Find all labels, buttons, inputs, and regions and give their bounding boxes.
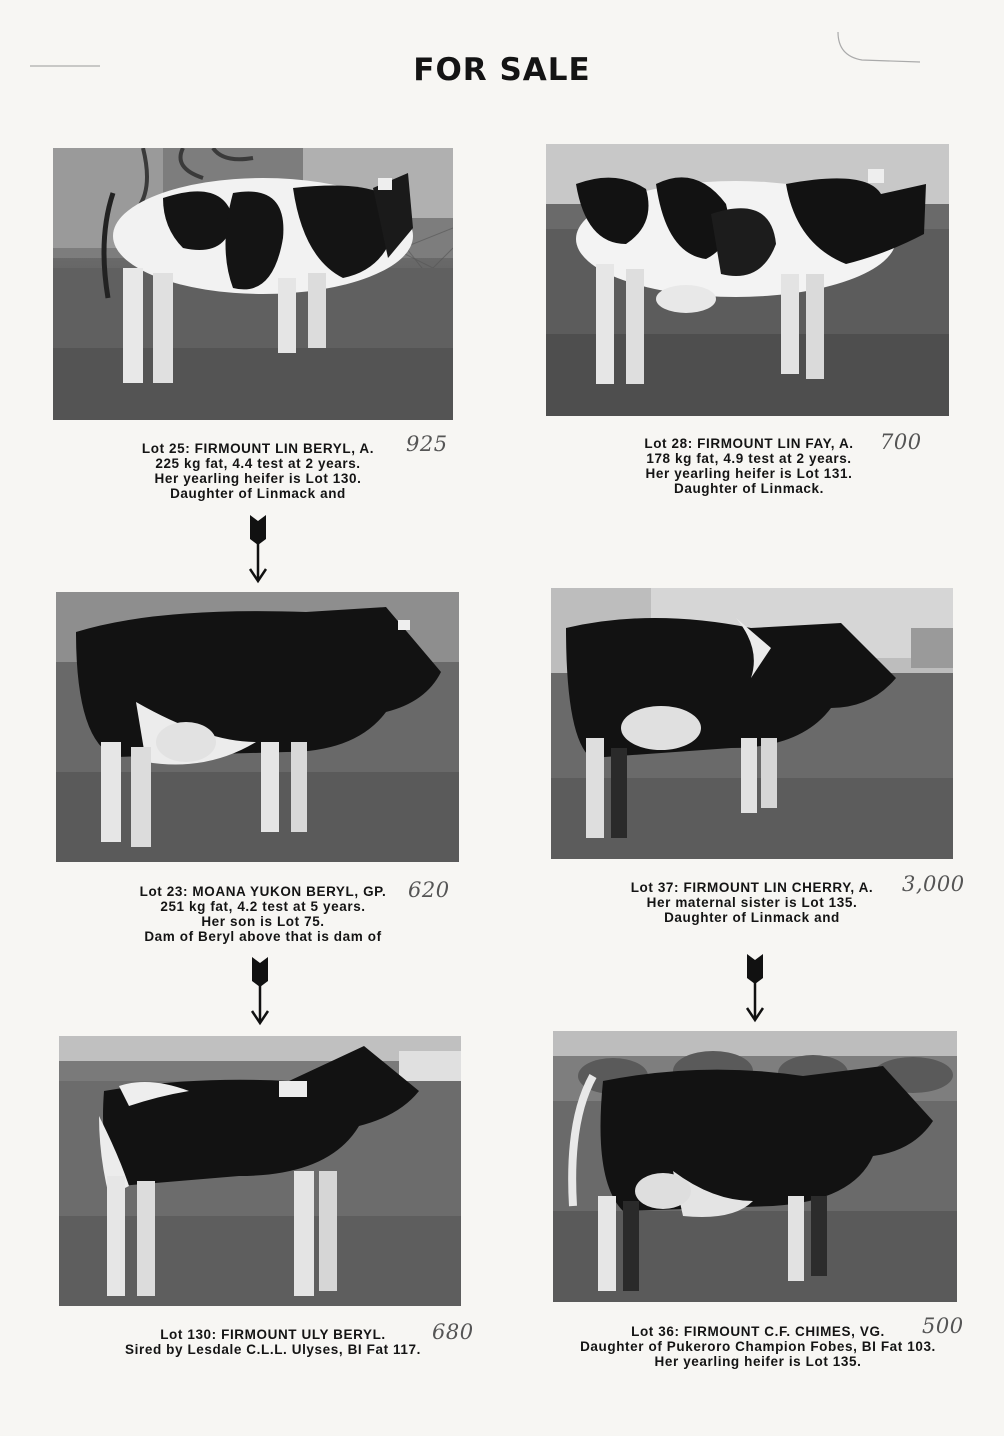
cow-photo-lot-37 (551, 588, 953, 859)
heifer-photo-lot-130 (59, 1036, 461, 1306)
lot-23-heading: Lot 23: MOANA YUKON BERYL, GP. (139, 884, 387, 899)
lot-37-caption (602, 880, 902, 925)
page-title: FOR SALE (413, 52, 591, 88)
lot-23-caption (113, 884, 413, 944)
lot-28-heading: Lot 28: FIRMOUNT LIN FAY, A. (644, 436, 854, 451)
lot-23-line-3: Dam of Beryl above that is dam of (144, 929, 382, 944)
lot-37-line-1: Her maternal sister is Lot 135. (646, 895, 858, 910)
lot-37-line-2: Daughter of Linmack and (664, 910, 840, 925)
lot-28-price-annotation: 700 (880, 430, 922, 454)
lot-130-caption (88, 1327, 458, 1357)
lot-23-line-2: Her son is Lot 75. (201, 914, 325, 929)
scan-corner-mark (832, 30, 922, 70)
arrow-down-icon (741, 952, 769, 1024)
cow-photo-lot-36 (553, 1031, 957, 1302)
lot-37-heading: Lot 37: FIRMOUNT LIN CHERRY, A. (630, 880, 874, 895)
lot-36-line-2: Her yearling heifer is Lot 135. (654, 1354, 862, 1369)
lot-130-line-1: Sired by Lesdale C.L.L. Ulyses, BI Fat 117. (125, 1342, 421, 1357)
lot-25-price-annotation: 925 (406, 432, 448, 456)
lot-25-line-3: Daughter of Linmack and (170, 486, 346, 501)
lot-36-price-annotation: 500 (922, 1314, 964, 1338)
lot-28-caption (604, 436, 894, 496)
lot-36-line-1: Daughter of Pukeroro Champion Fobes, BI Fat 103. (580, 1339, 936, 1354)
lot-25-line-1: 225 kg fat, 4.4 test at 2 years. (155, 456, 361, 471)
arrow-down-icon (246, 955, 274, 1027)
cow-photo-lot-23 (56, 592, 459, 862)
cow-photo-lot-25 (53, 148, 453, 420)
lot-28-line-2: Her yearling heifer is Lot 131. (645, 466, 853, 481)
cow-photo-lot-28 (546, 144, 949, 416)
lot-25-line-2: Her yearling heifer is Lot 130. (154, 471, 362, 486)
scan-line-mark (0, 62, 110, 70)
lot-28-line-3: Daughter of Linmack. (673, 481, 825, 496)
arrow-down-icon (244, 513, 272, 585)
lot-36-heading: Lot 36: FIRMOUNT C.F. CHIMES, VG. (631, 1324, 885, 1339)
lot-36-caption (558, 1324, 958, 1369)
lot-28-line-1: 178 kg fat, 4.9 test at 2 years. (646, 451, 852, 466)
lot-23-line-1: 251 kg fat, 4.2 test at 5 years. (160, 899, 366, 914)
lot-37-price-annotation: 3,000 (902, 872, 965, 896)
lot-130-price-annotation: 680 (432, 1320, 474, 1344)
lot-25-heading: Lot 25: FIRMOUNT LIN BERYL, A. (141, 441, 375, 456)
lot-23-price-annotation: 620 (408, 878, 450, 902)
lot-130-heading: Lot 130: FIRMOUNT ULY BERYL. (160, 1327, 386, 1342)
lot-25-caption (113, 441, 403, 501)
